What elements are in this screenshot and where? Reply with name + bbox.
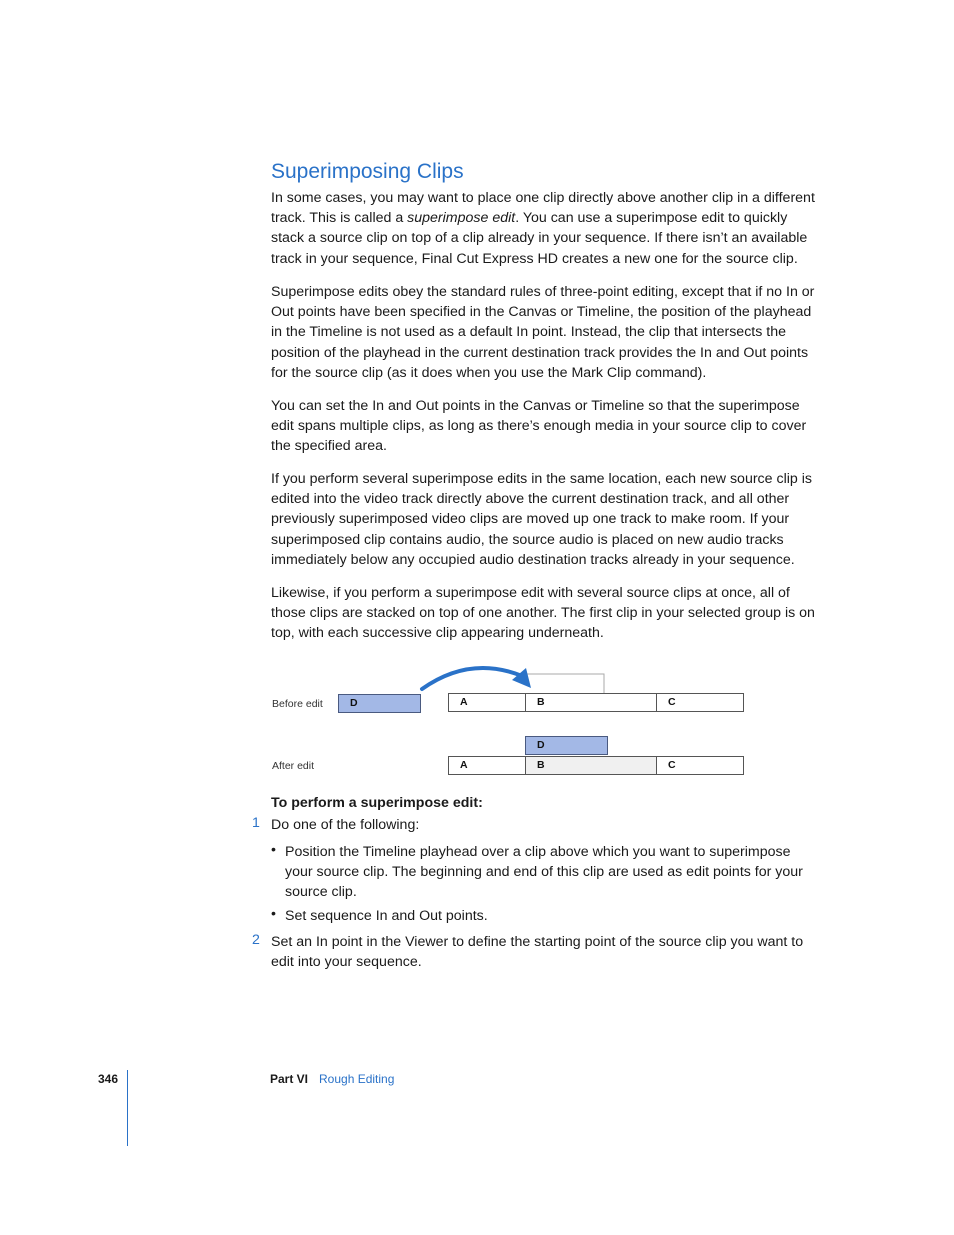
before-clip-d: D: [338, 694, 421, 713]
after-clip-a: A: [448, 756, 526, 775]
before-clip-b: B: [525, 693, 657, 712]
paragraph-stacking: Likewise, if you perform a superimpose edit with several source clips at once, all of those clips are stacked on top of one another. The first clip in your selected group is on top, with each successive clip appearing underneath.: [271, 585, 815, 642]
move-arrow-icon: [422, 668, 522, 689]
bullet-dot-1: •: [271, 842, 276, 858]
after-clip-c: C: [656, 756, 744, 775]
footer-part-title: Rough Editing: [319, 1072, 395, 1086]
paragraph-intro-part1: In some cases, you may want to place one clip directly above another clip in a different track. This is called a: [271, 190, 815, 227]
step-2-number: 2: [252, 932, 260, 948]
step-1-text: Do one of the following:: [271, 817, 420, 833]
step-2-text: Set an In point in the Viewer to define the starting point of the source clip you want to edit into your sequence.: [271, 934, 804, 971]
page-number: 346: [98, 1072, 119, 1086]
after-clip-d: D: [525, 736, 608, 755]
before-clip-a: A: [448, 693, 526, 712]
paragraph-intro-part2: . You can use a superimpose edit to quickly stack a source clip on top of a clip already in your sequence. If there isn’t an available track in your sequence, Final Cut Express HD creates a new one for the source clip.: [271, 210, 808, 267]
bullet-1-text: Position the Timeline playhead over a clip above which you want to superimpose your source clip. The beginning and end of this clip are used as edit points for your source clip.: [285, 844, 803, 901]
paragraph-intro: [271, 188, 823, 269]
after-edit-label: After edit: [272, 760, 315, 772]
bullet-dot-2: •: [271, 906, 276, 922]
footer-part: Part VI: [270, 1072, 309, 1086]
footer-divider: [127, 1070, 128, 1146]
step-1-number: 1: [252, 815, 260, 831]
arrow-head-icon: [512, 668, 531, 688]
bullet-2-text: Set sequence In and Out points.: [285, 908, 488, 924]
paragraph-multiple-clips: You can set the In and Out points in the Canvas or Timeline so that the superimpose edit spans multiple clips, as long as there’s enough media in your source clip to cover the specified area.: [271, 398, 807, 455]
target-outline: [526, 674, 604, 693]
section-title: Superimposing Clips: [271, 160, 464, 183]
paragraph-three-point-rules: Superimpose edits obey the standard rules of three-point editing, except that if no In or Out points have been specified in the Canvas or Timeline, the position of the playhead in the Timeline is not used as a default In point. Instead, the clip that intersects the position of the playhead in the current destination track provides the In and Out points for the source clip (as it does when you use the Mark Clip command).: [271, 284, 815, 381]
after-clip-b: B: [525, 756, 657, 775]
term-superimpose-edit: superimpose edit: [407, 210, 516, 227]
before-clip-c: C: [656, 693, 744, 712]
before-edit-label: Before edit: [272, 698, 323, 710]
procedure-heading: To perform a superimpose edit:: [271, 795, 483, 811]
paragraph-several-edits: If you perform several superimpose edits in the same location, each new source clip is edited into the video track directly above the current destination track, and all other previously superimposed video clips are moved up one track to make room. If your superimposed clip contains audio, the source audio is placed on new audio tracks immediately below any occupied audio destination tracks already in your sequence.: [271, 471, 812, 568]
